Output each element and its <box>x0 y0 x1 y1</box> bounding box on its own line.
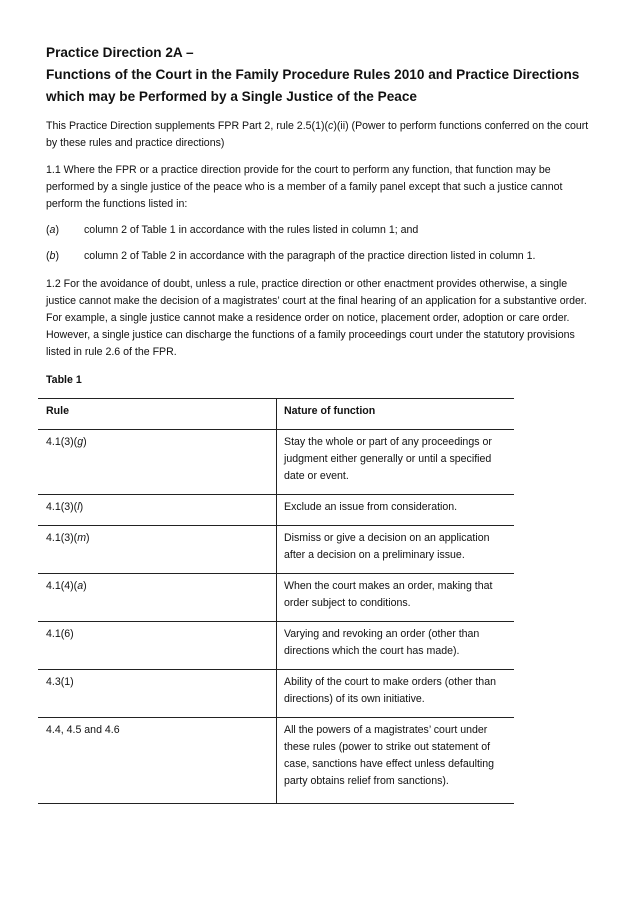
list-marker: (b) <box>46 250 59 262</box>
paragraph-1-1: 1.1 Where the FPR or a practice direction provide for the court to perform any function, that function may be performed by a single justice of the peace who is a member of a family panel except that such a justice cannot perform the functions listed in: <box>46 164 563 210</box>
rule-text: 4.1(6) <box>46 628 74 640</box>
function-cell: All the powers of a magistrates’ court under these rules (power to strike out statement of case, sanctions have effect unless defaulting party obtains relief from sanctions). <box>277 718 515 804</box>
rule-italic: a <box>77 580 84 592</box>
table-row <box>38 526 514 574</box>
intro-paragraph <box>46 118 594 152</box>
paragraph-1-2: 1.2 For the avoidance of doubt, unless a rule, practice direction or other enactment provides otherwise, a single justice cannot make the decision of a magistrates’ court at the final hearing of an application for a substantive order. For example, a single justice cannot make a residence order on notice, placement order, adoption or care order. However, a single justice can discharge the functions of a family proceedings court under the statutory provisions listed in rule 2.6 of the FPR. <box>46 278 587 358</box>
rule-text: 4.3(1) <box>46 676 74 688</box>
rule-text: 4.1(3)( <box>46 532 78 544</box>
rule-cell <box>38 718 277 804</box>
list-marker-letter: a <box>49 224 56 236</box>
document-title-line-2: Functions of the Court in the Family Procedure Rules 2010 and Practice Directions <box>46 67 580 82</box>
table-row <box>38 622 514 670</box>
document-title-line-1: Practice Direction 2A – <box>46 45 194 60</box>
rule-text: 4.1(3)( <box>46 436 78 448</box>
rule-cell <box>38 574 277 622</box>
functions-table <box>38 398 514 804</box>
rule-text: 4.1(4)( <box>46 580 78 592</box>
table-header-row <box>38 399 514 430</box>
rule-text: 4.4, 4.5 and 4.6 <box>46 724 120 736</box>
intro-text-italic: c <box>328 120 334 132</box>
table-row <box>38 718 514 804</box>
rule-tail: ) <box>79 501 84 513</box>
list-item-text: column 2 of Table 2 in accordance with the paragraph of the practice direction listed in column 1. <box>84 250 536 262</box>
table-row <box>38 430 514 495</box>
intro-text-before: This Practice Direction supplements FPR Part 2, rule 2.5(1)( <box>46 120 329 132</box>
function-cell: Ability of the court to make orders (other than directions) of its own initiative. <box>277 670 515 718</box>
list-item-text: column 2 of Table 1 in accordance with the rules listed in column 1; and <box>84 224 419 236</box>
document-title-line-3: which may be Performed by a Single Justice of the Peace <box>46 89 417 104</box>
rule-tail: ) <box>83 580 87 592</box>
function-cell: Dismiss or give a decision on an application after a decision on a preliminary issue. <box>277 526 515 574</box>
rule-italic: m <box>77 532 87 544</box>
rule-cell <box>38 670 277 718</box>
rule-cell <box>38 430 277 495</box>
function-cell: When the court makes an order, making that order subject to conditions. <box>277 574 515 622</box>
table-title: Table 1 <box>46 374 82 386</box>
list-marker: (a) <box>46 224 59 236</box>
rule-cell <box>38 495 277 526</box>
table-row <box>38 670 514 718</box>
rule-tail: ) <box>86 532 90 544</box>
rule-italic: l <box>77 501 80 513</box>
intro-text-after: )(ii) (Power to perform functions conferred on the court by these rules and practice directions) <box>46 120 589 149</box>
rule-cell <box>38 526 277 574</box>
function-cell: Varying and revoking an order (other than directions which the court has made). <box>277 622 515 670</box>
table-row <box>38 574 514 622</box>
rule-tail: ) <box>83 436 87 448</box>
rule-italic: g <box>77 436 84 448</box>
rule-text: 4.1(3)( <box>46 501 78 513</box>
rule-cell <box>38 622 277 670</box>
table-row <box>38 495 514 526</box>
list-marker-letter: b <box>49 250 56 262</box>
header-nature-of-function: Nature of function <box>277 399 515 430</box>
function-cell: Stay the whole or part of any proceedings or judgment either generally or until a specified date or event. <box>277 430 515 495</box>
header-rule: Rule <box>38 399 277 430</box>
function-cell: Exclude an issue from consideration. <box>277 495 515 526</box>
